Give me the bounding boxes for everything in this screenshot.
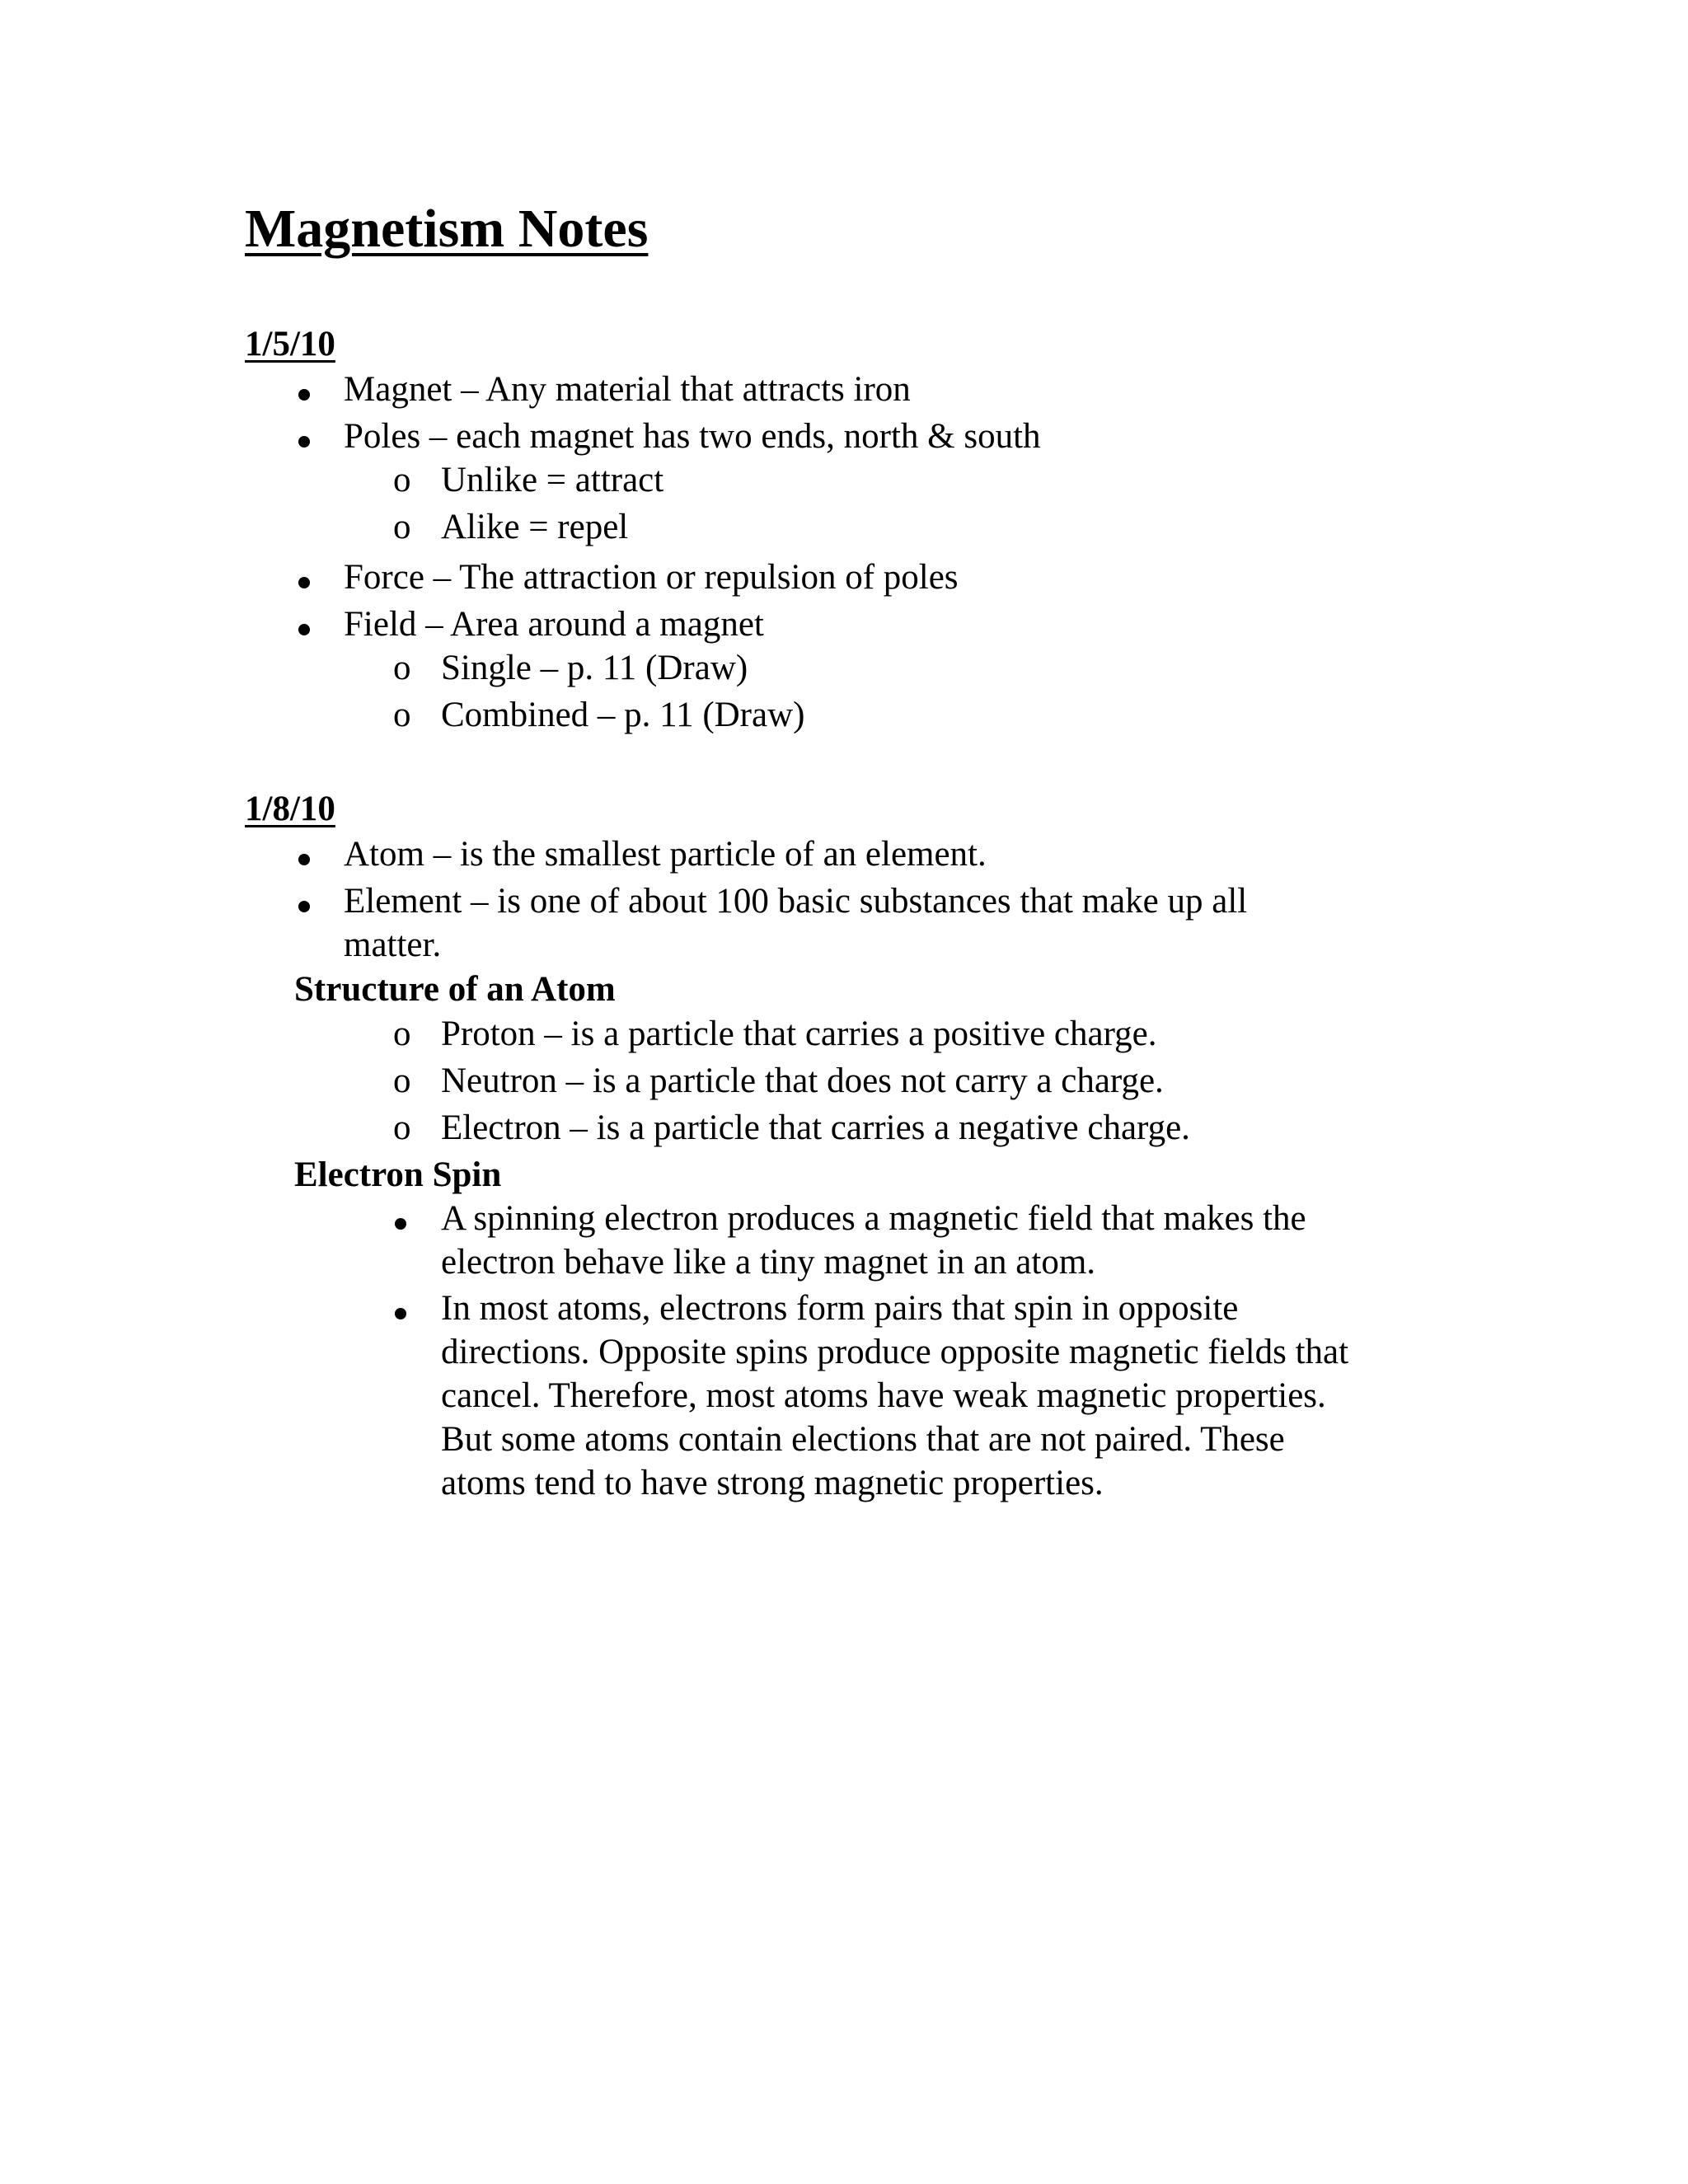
list-item: Atom – is the smallest particle of an element. — [344, 835, 987, 874]
circle-bullet-icon: o — [393, 696, 411, 734]
list-item: Magnet – Any material that attracts iron — [344, 370, 911, 409]
bullet-icon — [298, 436, 310, 448]
circle-bullet-icon: o — [393, 508, 411, 546]
bullet-icon — [395, 1308, 406, 1319]
paragraph-line: In most atoms, electrons form pairs that spin in opposite — [441, 1289, 1239, 1328]
circle-bullet-icon: o — [393, 1015, 411, 1053]
paragraph-line: electron behave like a tiny magnet in an atom. — [441, 1243, 1096, 1282]
list-item: Combined – p. 11 (Draw) — [441, 696, 805, 734]
subheading-structure-of-atom: Structure of an Atom — [294, 970, 616, 1009]
list-item: Poles – each magnet has two ends, north & south — [344, 417, 1041, 456]
bullet-icon — [298, 624, 310, 635]
list-item: Single – p. 11 (Draw) — [441, 649, 748, 687]
list-item: Field – Area around a magnet — [344, 605, 764, 644]
section-date-2: 1/8/10 — [245, 790, 335, 828]
bullet-icon — [298, 854, 310, 865]
list-item: Force – The attraction or repulsion of poles — [344, 558, 959, 597]
list-item: Electron – is a particle that carries a negative charge. — [441, 1108, 1190, 1147]
list-item: Proton – is a particle that carries a positive charge. — [441, 1015, 1157, 1053]
subheading-electron-spin: Electron Spin — [294, 1155, 502, 1194]
paragraph-line: directions. Opposite spins produce opposite magnetic fields that — [441, 1333, 1349, 1371]
circle-bullet-icon: o — [393, 1108, 411, 1147]
page-title: Magnetism Notes — [245, 199, 649, 259]
circle-bullet-icon: o — [393, 1062, 411, 1100]
paragraph-line: But some atoms contain elections that are not paired. These — [441, 1420, 1285, 1459]
paragraph-line: cancel. Therefore, most atoms have weak magnetic properties. — [441, 1376, 1326, 1415]
section-date-1: 1/5/10 — [245, 325, 335, 363]
list-item: Neutron – is a particle that does not carry a charge. — [441, 1062, 1164, 1100]
paragraph-line: A spinning electron produces a magnetic field that makes the — [441, 1199, 1306, 1238]
circle-bullet-icon: o — [393, 461, 411, 499]
bullet-icon — [298, 389, 310, 401]
list-item: Alike = repel — [441, 508, 629, 546]
bullet-icon — [395, 1218, 406, 1230]
list-item: Element – is one of about 100 basic substances that make up all — [344, 882, 1248, 921]
list-item: Unlike = attract — [441, 461, 664, 499]
bullet-icon — [298, 577, 310, 588]
list-item-continuation: matter. — [344, 926, 442, 964]
paragraph-line: atoms tend to have strong magnetic properties. — [441, 1464, 1104, 1502]
bullet-icon — [298, 901, 310, 912]
circle-bullet-icon: o — [393, 649, 411, 687]
